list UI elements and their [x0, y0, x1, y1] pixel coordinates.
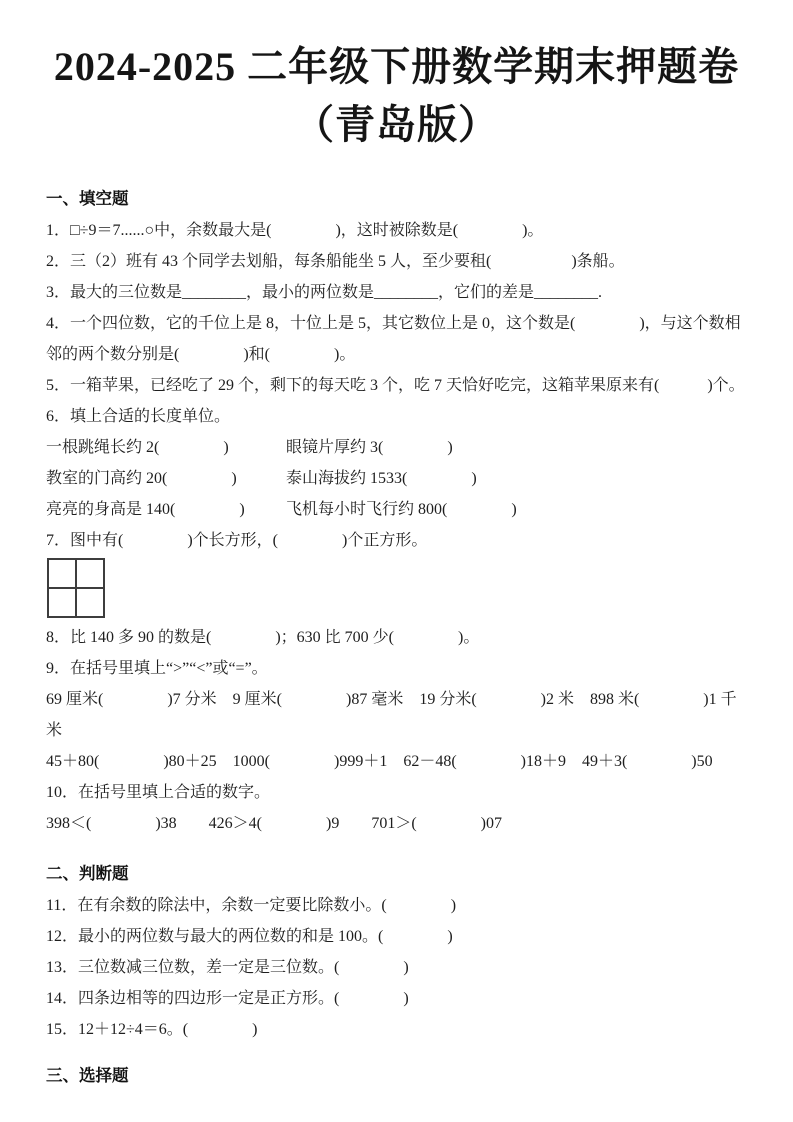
question-4-line-2: 邻的两个数分别是( )和( )。: [46, 346, 356, 363]
question-12: 12．最小的两位数与最大的两位数的和是 100。( ): [46, 928, 453, 945]
question-9-row-1: 69 厘米( )7 分米 9 厘米( )87 毫米 19 分米( )2 米 898 米( )1 千: [46, 691, 737, 708]
exam-content: [0, 184, 793, 1092]
length-unit-item-plane: 飞机每小时飞行约 800( ): [286, 501, 517, 518]
page-title-line1: 2024-2025 二年级下册数学期末押题卷: [53, 44, 740, 89]
section-heading-fill-in: 一、填空题: [46, 190, 129, 208]
question-6-row-3: [46, 494, 753, 525]
question-6-row-1: [46, 432, 753, 463]
length-unit-item-door: 教室的门高约 20( ): [46, 470, 237, 487]
question-2: 2．三（2）班有 43 个同学去划船，每条船能坐 5 人，至少要租( )条船。: [46, 253, 625, 270]
length-unit-item-height: 亮亮的身高是 140( ): [46, 501, 245, 518]
question-9-row-2: 45＋80( )80＋25 1000( )999＋1 62－48( )18＋9 49＋3( )50: [46, 753, 713, 770]
question-10: 10．在括号里填上合适的数字。: [46, 784, 271, 801]
page-title: [0, 0, 793, 154]
length-unit-item-mountain: 泰山海拔约 1533( ): [286, 470, 477, 487]
question-5: 5．一箱苹果，已经吃了 29 个，剩下的每天吃 3 个，吃 7 天恰好吃完，这箱苹果原来有( )个。: [46, 377, 745, 394]
question-4-line-1: 4．一个四位数，它的千位上是 8，十位上是 5，其它数位上是 0，这个数是( )，与这个数相: [46, 315, 741, 332]
grid-figure: [47, 558, 105, 618]
section-heading-true-false: 二、判断题: [46, 865, 129, 883]
question-14: 14．四条边相等的四边形一定是正方形。( ): [46, 990, 409, 1007]
question-1: 1．□÷9＝7......○中，余数最大是( )，这时被除数是( )。: [46, 222, 544, 239]
question-6-row-2: [46, 463, 753, 494]
length-unit-item-jump-rope: 一根跳绳长约 2( ): [46, 439, 229, 456]
grid-horizontal-line: [49, 587, 103, 589]
question-9-row-1-wrap: 米: [46, 722, 63, 739]
question-8: 8．比 140 多 90 的数是( )；630 比 700 少( )。: [46, 629, 480, 646]
section-heading-multiple-choice: 三、选择题: [46, 1067, 129, 1085]
question-13: 13．三位数减三位数，差一定是三位数。( ): [46, 959, 409, 976]
question-15: 15．12＋12÷4＝6。( ): [46, 1021, 258, 1038]
question-7: 7．图中有( )个长方形，( )个正方形。: [46, 532, 428, 549]
length-unit-item-lens: 眼镜片厚约 3( ): [286, 439, 453, 456]
question-11: 11．在有余数的除法中，余数一定要比除数小。( ): [46, 897, 457, 914]
question-9: 9．在括号里填上“>”“<”或“=”。: [46, 660, 268, 677]
question-6: 6．填上合适的长度单位。: [46, 408, 231, 425]
question-3: 3．最大的三位数是________，最小的两位数是________，它们的差是________.: [46, 284, 603, 301]
question-10-row: 398＜( )38 426＞4( )9 701＞( )07: [46, 815, 502, 832]
page-title-line2: （青岛版）: [294, 102, 499, 147]
